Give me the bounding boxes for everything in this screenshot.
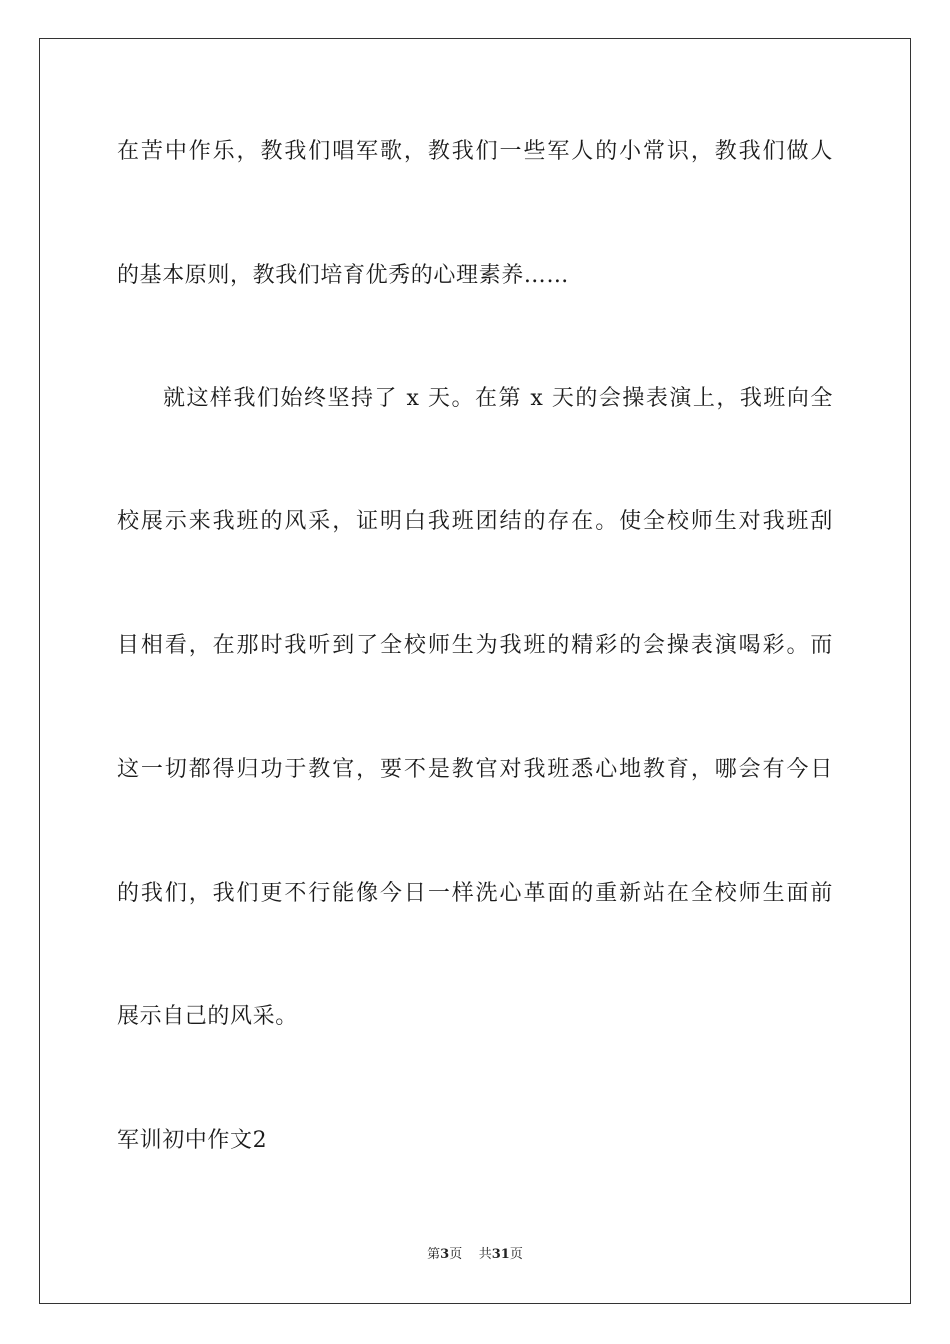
- paragraph-line: 就这样我们始终坚持了 x 天。在第 x 天的会操表演上，我班向全: [163, 386, 833, 411]
- paragraph-line: 这一切都得归功于教官，要不是教官对我班悉心地教育，哪会有今日: [117, 757, 833, 782]
- total-pages: 31: [491, 1247, 510, 1262]
- paragraph-line: 的基本原则，教我们培育优秀的心理素养……: [117, 263, 570, 288]
- total-suffix: 页: [509, 1247, 523, 1262]
- page-number: 3: [440, 1247, 450, 1262]
- page-border: [39, 38, 911, 1304]
- page-footer: [0, 1246, 950, 1264]
- page-suffix: 页: [449, 1247, 463, 1262]
- paragraph-line: 目相看，在那时我听到了全校师生为我班的精彩的会操表演喝彩。而: [117, 633, 833, 658]
- page-prefix: 第: [427, 1247, 441, 1262]
- paragraph-line: 的我们，我们更不行能像今日一样洗心革面的重新站在全校师生面前: [117, 881, 833, 906]
- paragraph-line: 展示自己的风采。: [117, 1004, 298, 1029]
- paragraph-line: 在苦中作乐，教我们唱军歌，教我们一些军人的小常识，教我们做人: [117, 139, 833, 164]
- paragraph-line: 校展示来我班的风采，证明白我班团结的存在。使全校师生对我班刮: [117, 509, 833, 534]
- total-prefix: 共: [478, 1247, 492, 1262]
- section-heading: 军训初中作文2: [117, 1128, 268, 1153]
